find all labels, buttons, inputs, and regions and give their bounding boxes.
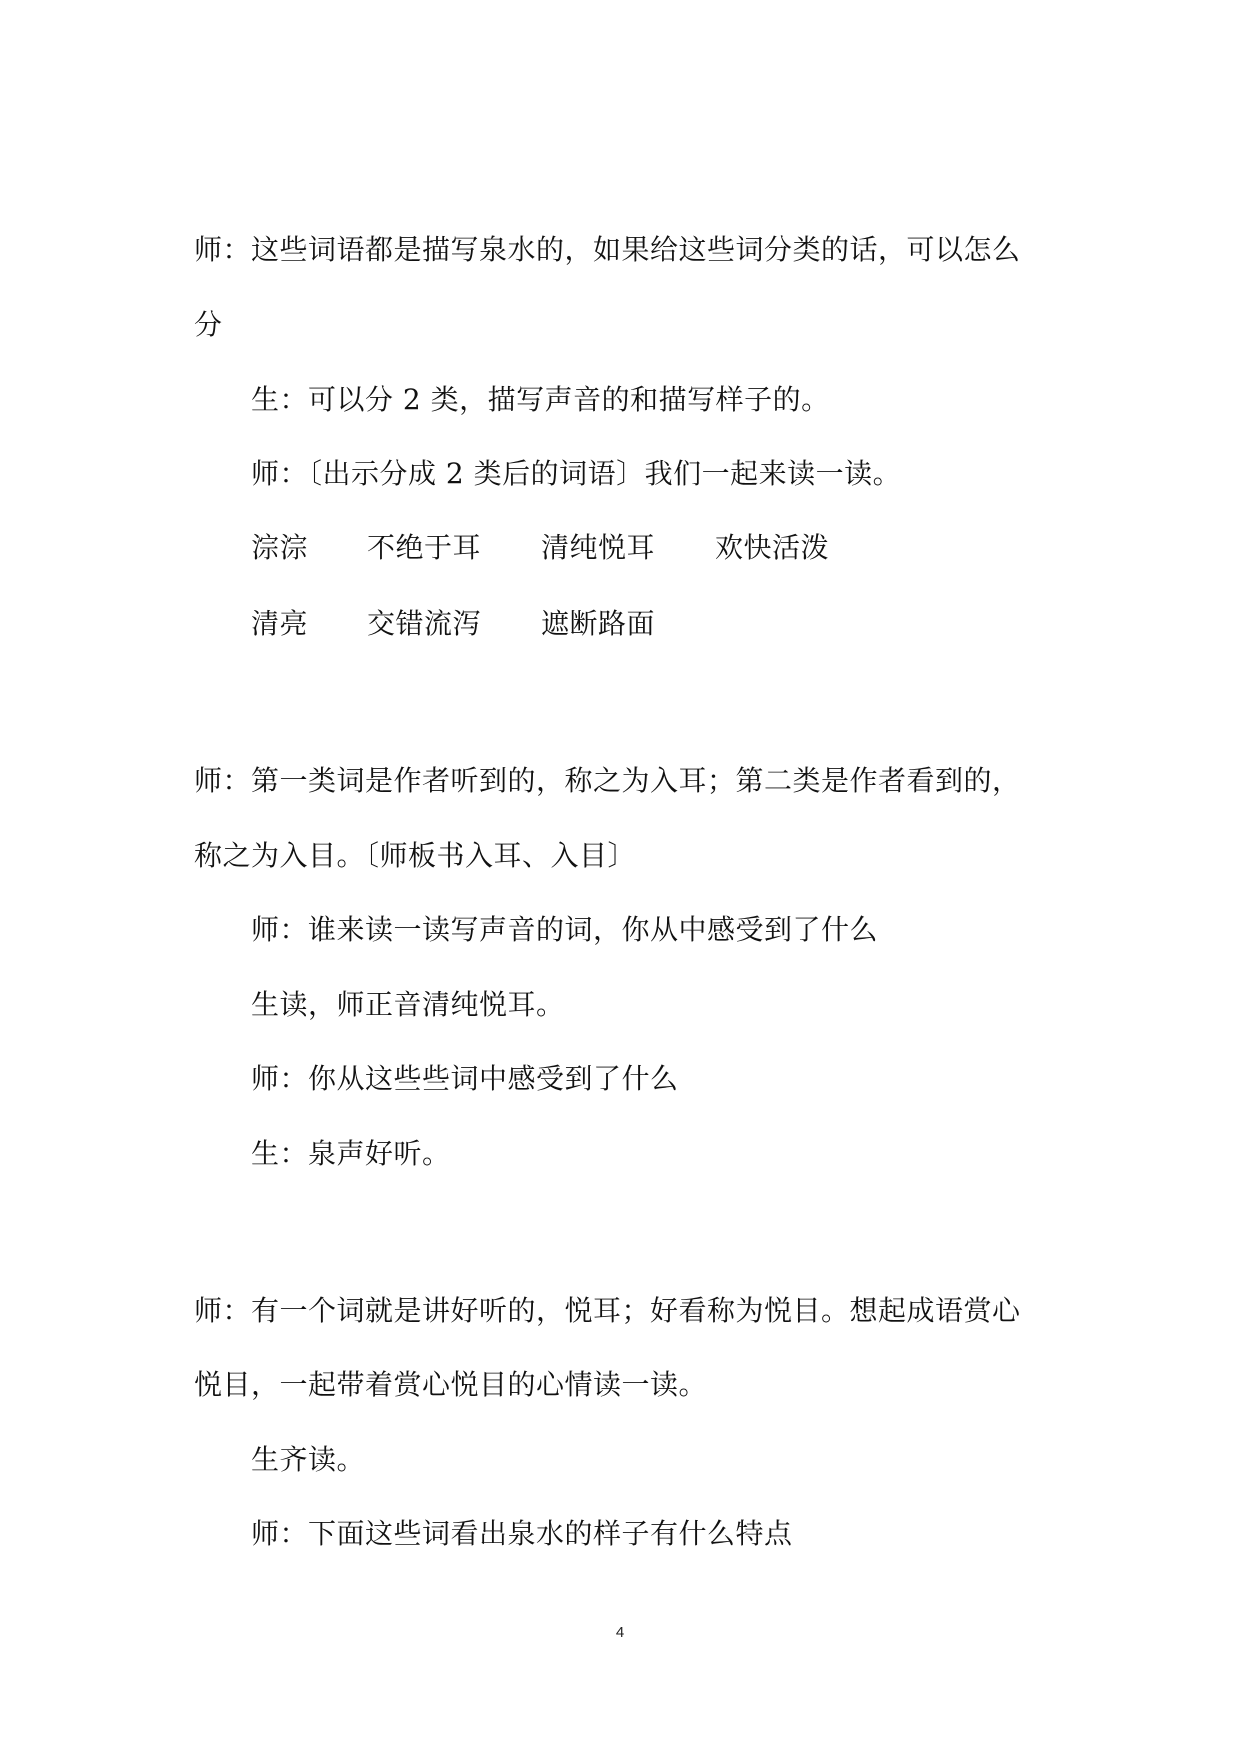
word-item: 清亮 xyxy=(251,607,309,640)
word-item: 遮断路面 xyxy=(541,607,656,640)
paragraph-teacher-question-line1: 师：这些词语都是描写泉水的，如果给这些词分类的话，可以怎么 xyxy=(194,233,1021,266)
word-item: 交错流泻 xyxy=(367,607,482,640)
paragraph-teacher-explain-line2: 称之为入目。〔师板书入耳、入目〕 xyxy=(194,839,637,872)
paragraph-student-answer: 生：可以分 2 类，描写声音的和描写样子的。 xyxy=(251,383,830,416)
paragraph-teacher-pleasant-line1: 师：有一个词就是讲好听的，悦耳；好看称为悦目。想起成语赏心 xyxy=(194,1294,1021,1327)
paragraph-teacher-feel: 师：你从这些些词中感受到了什么 xyxy=(251,1062,679,1095)
paragraph-teacher-explain-line1: 师：第一类词是作者听到的，称之为入耳；第二类是作者看到的， xyxy=(194,764,1021,797)
page-number: 4 xyxy=(615,1624,625,1641)
paragraph-teacher-show-words: 师：〔出示分成 2 类后的词语〕我们一起来读一读。 xyxy=(251,457,902,490)
paragraph-student-read: 生读，师正音清纯悦耳。 xyxy=(251,988,565,1021)
paragraph-teacher-next-words: 师：下面这些词看出泉水的样子有什么特点 xyxy=(251,1517,793,1550)
paragraph-teacher-ask-read: 师：谁来读一读写声音的词，你从中感受到了什么 xyxy=(251,913,879,946)
word-item: 不绝于耳 xyxy=(367,531,482,564)
paragraph-teacher-question-line2: 分 xyxy=(194,308,223,341)
paragraph-student-feel: 生：泉声好听。 xyxy=(251,1137,451,1170)
paragraph-students-read-together: 生齐读。 xyxy=(251,1443,366,1476)
word-item: 欢快活泼 xyxy=(715,531,830,564)
word-item: 淙淙 xyxy=(251,531,309,564)
paragraph-teacher-pleasant-line2: 悦目，一起带着赏心悦目的心情读一读。 xyxy=(194,1368,708,1401)
word-item: 清纯悦耳 xyxy=(541,531,656,564)
